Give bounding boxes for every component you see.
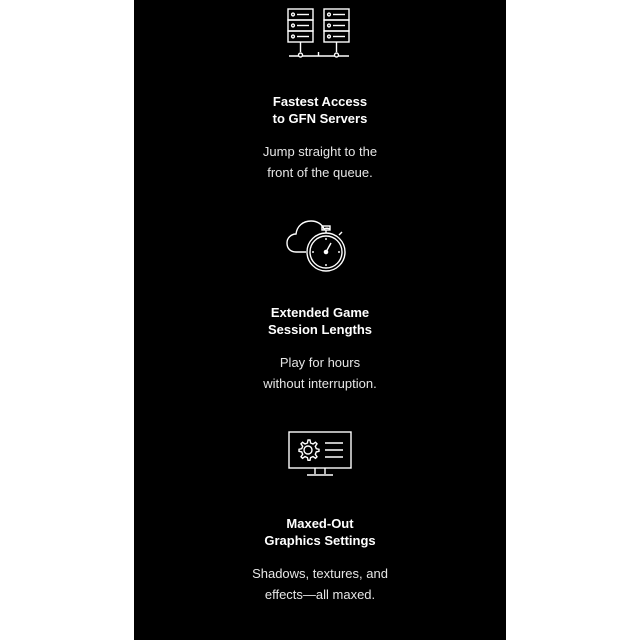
feature-description: Play for hours without interruption.: [263, 355, 377, 391]
feature-title: Fastest Access to GFN Servers: [272, 94, 368, 126]
feature-title: Maxed-Out Graphics Settings: [264, 516, 376, 548]
benefits-panel: [134, 0, 506, 640]
feature-extended-sessions: [134, 200, 506, 410]
feature-description: Shadows, textures, and effects—all maxed.: [252, 566, 388, 602]
feature-fastest-access: [134, 0, 506, 200]
feature-title: Extended Game Session Lengths: [267, 305, 373, 337]
monitor-settings-icon: [287, 430, 353, 482]
feature-description: Jump straight to the front of the queue.: [262, 144, 378, 180]
cloud-stopwatch-icon: [284, 214, 356, 276]
server-rack-icon: [285, 6, 355, 62]
feature-graphics-settings: [134, 410, 506, 640]
